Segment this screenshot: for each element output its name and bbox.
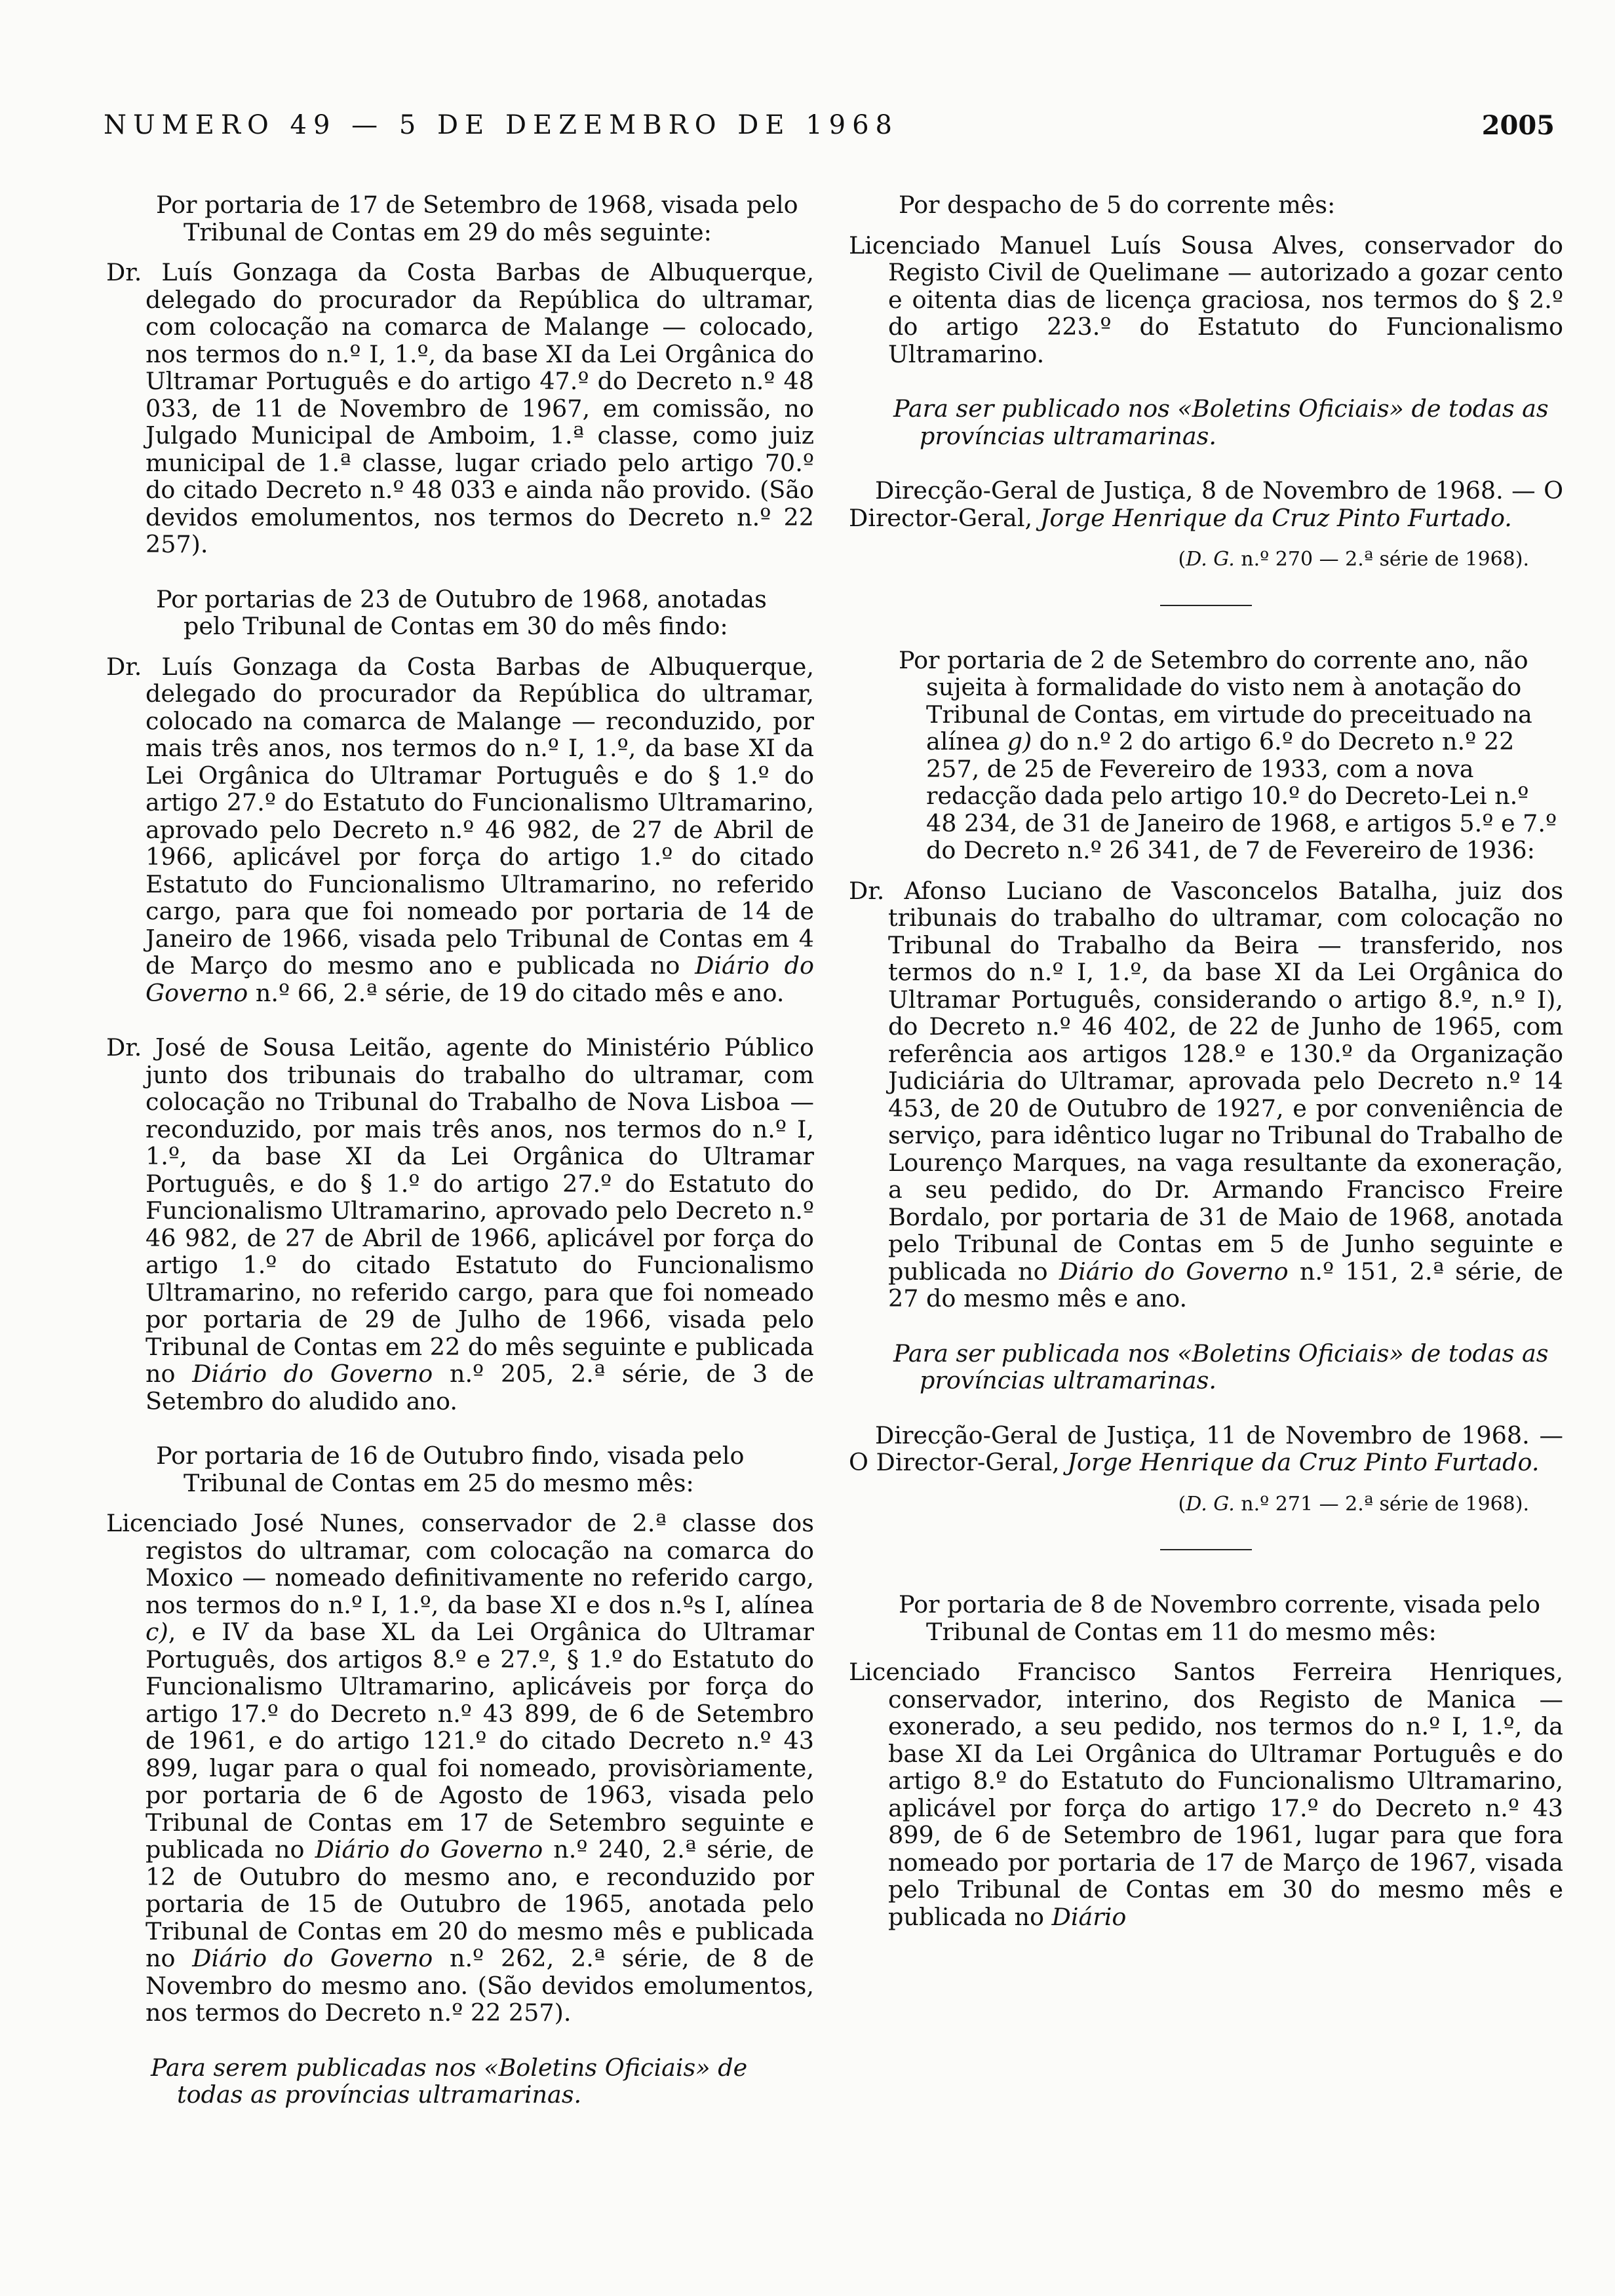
entry-paragraph <box>849 1658 1563 1930</box>
portaria-intro: Por portaria de 8 de Novembro corrente, visada pelo Tribunal de Contas em 11 do mesmo mês: <box>899 1590 1540 1646</box>
entry-italic-text: Diário do Governo <box>1059 1257 1289 1286</box>
gazette-ref-text: n.º 270 — 2.ª série de 1968). <box>1234 548 1529 571</box>
right-column <box>849 191 1563 1958</box>
entry-paragraph <box>106 1510 814 2027</box>
gazette-reference: (D. G. n.º 270 — 2.ª série de 1968). <box>1178 548 1529 571</box>
entry-text: Licenciado José Nunes, conservador de 2.ª classe dos registos do ultramar, com colocação na comarca do Moxico — nomeado definitivamente no referido cargo, nos termos do n.º I, 1.º, da base XI e dos n.ºs I, alínea <box>106 1509 814 1619</box>
signature-block <box>849 1422 1563 1476</box>
entry-text: , e IV da base XL da Lei Orgânica do Ultramar Português, dos artigos 8.º e 27.º, § 1.º do Estatuto do Funcionalismo Ultramarino, aplicáveis por força do artigo 17.º do Decreto n.º 43 899, de 6 de Setembro de 1961, e do artigo 121.º do citado Decreto n.º 43 899, lugar para o qual foi nomeado, provisòriamente, por portaria de 6 de Agosto de 1963, visada pelo Tribunal de Contas em 17 de Setembro seguinte e publicada no <box>146 1618 814 1864</box>
portaria-intro: Por portarias de 23 de Outubro de 1968, anotadas pelo Tribunal de Contas em 30 do mês findo: <box>156 584 767 640</box>
section-divider <box>1160 1549 1252 1550</box>
page-header-title: NUMERO 49 — 5 DE DEZEMBRO DE 1968 <box>104 110 899 140</box>
intro-italic-text: g) <box>1007 727 1032 756</box>
entry-text: Dr. Luís Gonzaga da Costa Barbas de Albuquerque, delegado do procurador da República do ultramar, colocado na comarca de Malange — reconduzido, por mais três anos, nos termos do n.º I, 1.º, da base XI da Lei Orgânica do Ultramar Português e do § 1.º do artigo 27.º do Estatuto do Funcionalismo Ultramarino, aprovado pelo Decreto n.º 46 982, de 27 de Abril de 1966, aplicável por força do artigo 1.º do citado Estatuto do Funcionalismo Ultramarino, no referido cargo, para que foi nomeado por portaria de 14 de Janeiro de 1966, visada pelo Tribunal de Contas em 4 de Março do mesmo ano e publicada no <box>106 652 814 980</box>
portaria-intro: Por portaria de 17 de Setembro de 1968, visada pelo Tribunal de Contas em 29 do mês seguinte: <box>156 191 798 246</box>
entry-text: Dr. Afonso Luciano de Vasconcelos Batalha, juiz dos tribunais do trabalho do ultramar, com colocação no Tribunal do Trabalho da Beira — transferido, nos termos do n.º I, 1.º, da base XI da Lei Orgânica do Ultramar Português, considerando o artigo 8.º, n.º I), do Decreto n.º 46 402, de 22 de Junho de 1965, com referência aos artigos 128.º e 130.º da Organização Judiciária do Ultramar, aprovada pelo Decreto n.º 14 453, de 20 de Outubro de 1927, e por conveniência de serviço, para idêntico lugar no Tribunal do Trabalho de Lourenço Marques, na vaga resultante da exoneração, a seu pedido, do Dr. Armando Francisco Freire Bordalo, por portaria de 31 de Maio de 1968, anotada pelo Tribunal de Contas em 5 de Junho seguinte e publicada no <box>849 876 1563 1286</box>
signatory-name: Jorge Henrique da Cruz Pinto Furtado. <box>1040 503 1512 532</box>
signatory-name: Jorge Henrique da Cruz Pinto Furtado. <box>1067 1448 1540 1476</box>
entry-text: n.º 240, 2.ª série, de 12 de Outubro do mesmo ano, e reconduzido por portaria de 15 de Outubro de 1965, anotada pelo Tribunal de Contas em 20 do mesmo mês e publicada no <box>146 1835 815 1972</box>
entry-paragraph <box>106 1034 814 1415</box>
signature-text: Direcção-Geral de Justiça, 8 de Novembro de 1968. — O Director-Geral, <box>849 476 1563 532</box>
entry-text: n.º 205, 2.ª série, de 3 de Setembro do aludido ano. <box>146 1360 815 1415</box>
entry-italic-text: Diário do Governo <box>192 1944 433 1972</box>
page-number: 2005 <box>1481 110 1555 141</box>
left-column <box>106 191 814 2136</box>
entry-text: Dr. José de Sousa Leitão, agente do Ministério Público junto dos tribunais do trabalho do ultramar, com colocação no Tribunal do Trabalho de Nova Lisboa — reconduzido, por mais três anos, nos termos do n.º I, 1.º, da base XI da Lei Orgânica do Ultramar Português, e do § 1.º do artigo 27.º do Estatuto do Funcionalismo Ultramarino, aprovado pelo Decreto n.º 46 982, de 27 de Abril de 1966, aplicável por força do artigo 1.º do citado Estatuto do Funcionalismo Ultramarino, no referido cargo, para que foi nomeado por portaria de 29 de Julho de 1966, visada pelo Tribunal de Contas em 22 do mês seguinte e publicada no <box>106 1033 814 1388</box>
entry-italic-text: c) <box>146 1618 168 1646</box>
gazette-abbrev: D. G. <box>1186 548 1235 571</box>
intro-text: Por portaria de 2 de Setembro do corrente ano, não sujeita à formalidade do visto nem à anotação do Tribunal de Contas, em virtude do preceituado na alínea <box>899 645 1532 756</box>
entry-paragraph: Dr. Luís Gonzaga da Costa Barbas de Albuquerque, delegado do procurador da República do ultramar, com colocação na comarca de Malange — colocado, nos termos do n.º I, 1.º, da base XI da Lei Orgânica do Ultramar Português e do artigo 47.º do Decreto n.º 48 033, de 11 de Novembro de 1967, em comissão, no Julgado Municipal de Amboim, 1.ª classe, como juiz municipal de 1.ª classe, lugar criado pelo artigo 70.º do citado Decreto n.º 48 033 e ainda não provido. (São devidos emolumentos, nos termos do Decreto n.º 22 257). <box>106 258 814 558</box>
entry-italic-text: Diário <box>1051 1902 1127 1931</box>
entry-italic-text: Diário do Governo <box>146 951 814 1007</box>
gazette-reference: (D. G. n.º 271 — 2.ª série de 1968). <box>1178 1492 1529 1516</box>
signature-block <box>849 477 1563 531</box>
portaria-intro: Por portaria de 16 de Outubro findo, visada pelo Tribunal de Contas em 25 do mesmo mês: <box>156 1442 745 1497</box>
entry-paragraph <box>849 877 1563 1312</box>
gazette-abbrev: D. G. <box>1186 1492 1235 1516</box>
portaria-intro <box>849 647 1563 864</box>
section-divider <box>1160 605 1252 606</box>
publication-note: Para ser publicada nos «Boletins Oficiais» de todas as províncias ultramarinas. <box>893 1339 1549 1394</box>
entry-text: n.º 262, 2.ª série, de 8 de Novembro do mesmo ano. (São devidos emolumentos, nos termos do Decreto n.º 22 257). <box>146 1944 815 2027</box>
entry-italic-text: Diário do Governo <box>192 1360 433 1388</box>
intro-text: do n.º 2 do artigo 6.º do Decreto n.º 22 257, de 25 de Fevereiro de 1933, com a nova redacção dada pelo artigo 10.º do Decreto-Lei n.º 48 234, de 31 de Janeiro de 1968, e artigos 5.º e 7.º do Decreto n.º 26 341, de 7 de Fevereiro de 1936: <box>926 727 1557 864</box>
gazette-ref-text: n.º 271 — 2.ª série de 1968). <box>1234 1492 1529 1516</box>
entry-paragraph: Licenciado Manuel Luís Sousa Alves, conservador do Registo Civil de Quelimane — autorizado a gozar cento e oitenta dias de licença graciosa, nos termos do § 2.º do artigo 223.º do Estatuto do Funcionalismo Ultramarino. <box>849 231 1563 368</box>
signature-text: Direcção-Geral de Justiça, 11 de Novembro de 1968. — O Director-Geral, <box>849 1421 1563 1476</box>
publication-note: Para ser publicado nos «Boletins Oficiais» de todas as províncias ultramarinas. <box>893 394 1549 450</box>
entry-text: n.º 66, 2.ª série, de 19 do citado mês e ano. <box>248 978 785 1007</box>
despacho-intro: Por despacho de 5 do corrente mês: <box>899 191 1336 219</box>
entry-text: n.º 151, 2.ª série, de 27 do mesmo mês e ano. <box>888 1257 1563 1312</box>
publication-note: Para serem publicadas nos «Boletins Oficiais» de todas as províncias ultramarinas. <box>151 2053 748 2109</box>
entry-italic-text: Diário do Governo <box>315 1835 543 1864</box>
entry-text: Licenciado Francisco Santos Ferreira Henriques, conservador, interino, dos Registo de Manica — exonerado, a seu pedido, nos termos do n.º I, 1.º, da base XI da Lei Orgânica do Ultramar Português e do artigo 8.º do Estatuto do Funcionalismo Ultramarino, aplicável por força do artigo 17.º do Decreto n.º 43 899, de 6 de Setembro de 1961, lugar para que fora nomeado por portaria de 17 de Março de 1967, visada pelo Tribunal de Contas em 30 do mesmo mês e publicada no <box>849 1658 1563 1931</box>
entry-paragraph <box>106 653 814 1007</box>
